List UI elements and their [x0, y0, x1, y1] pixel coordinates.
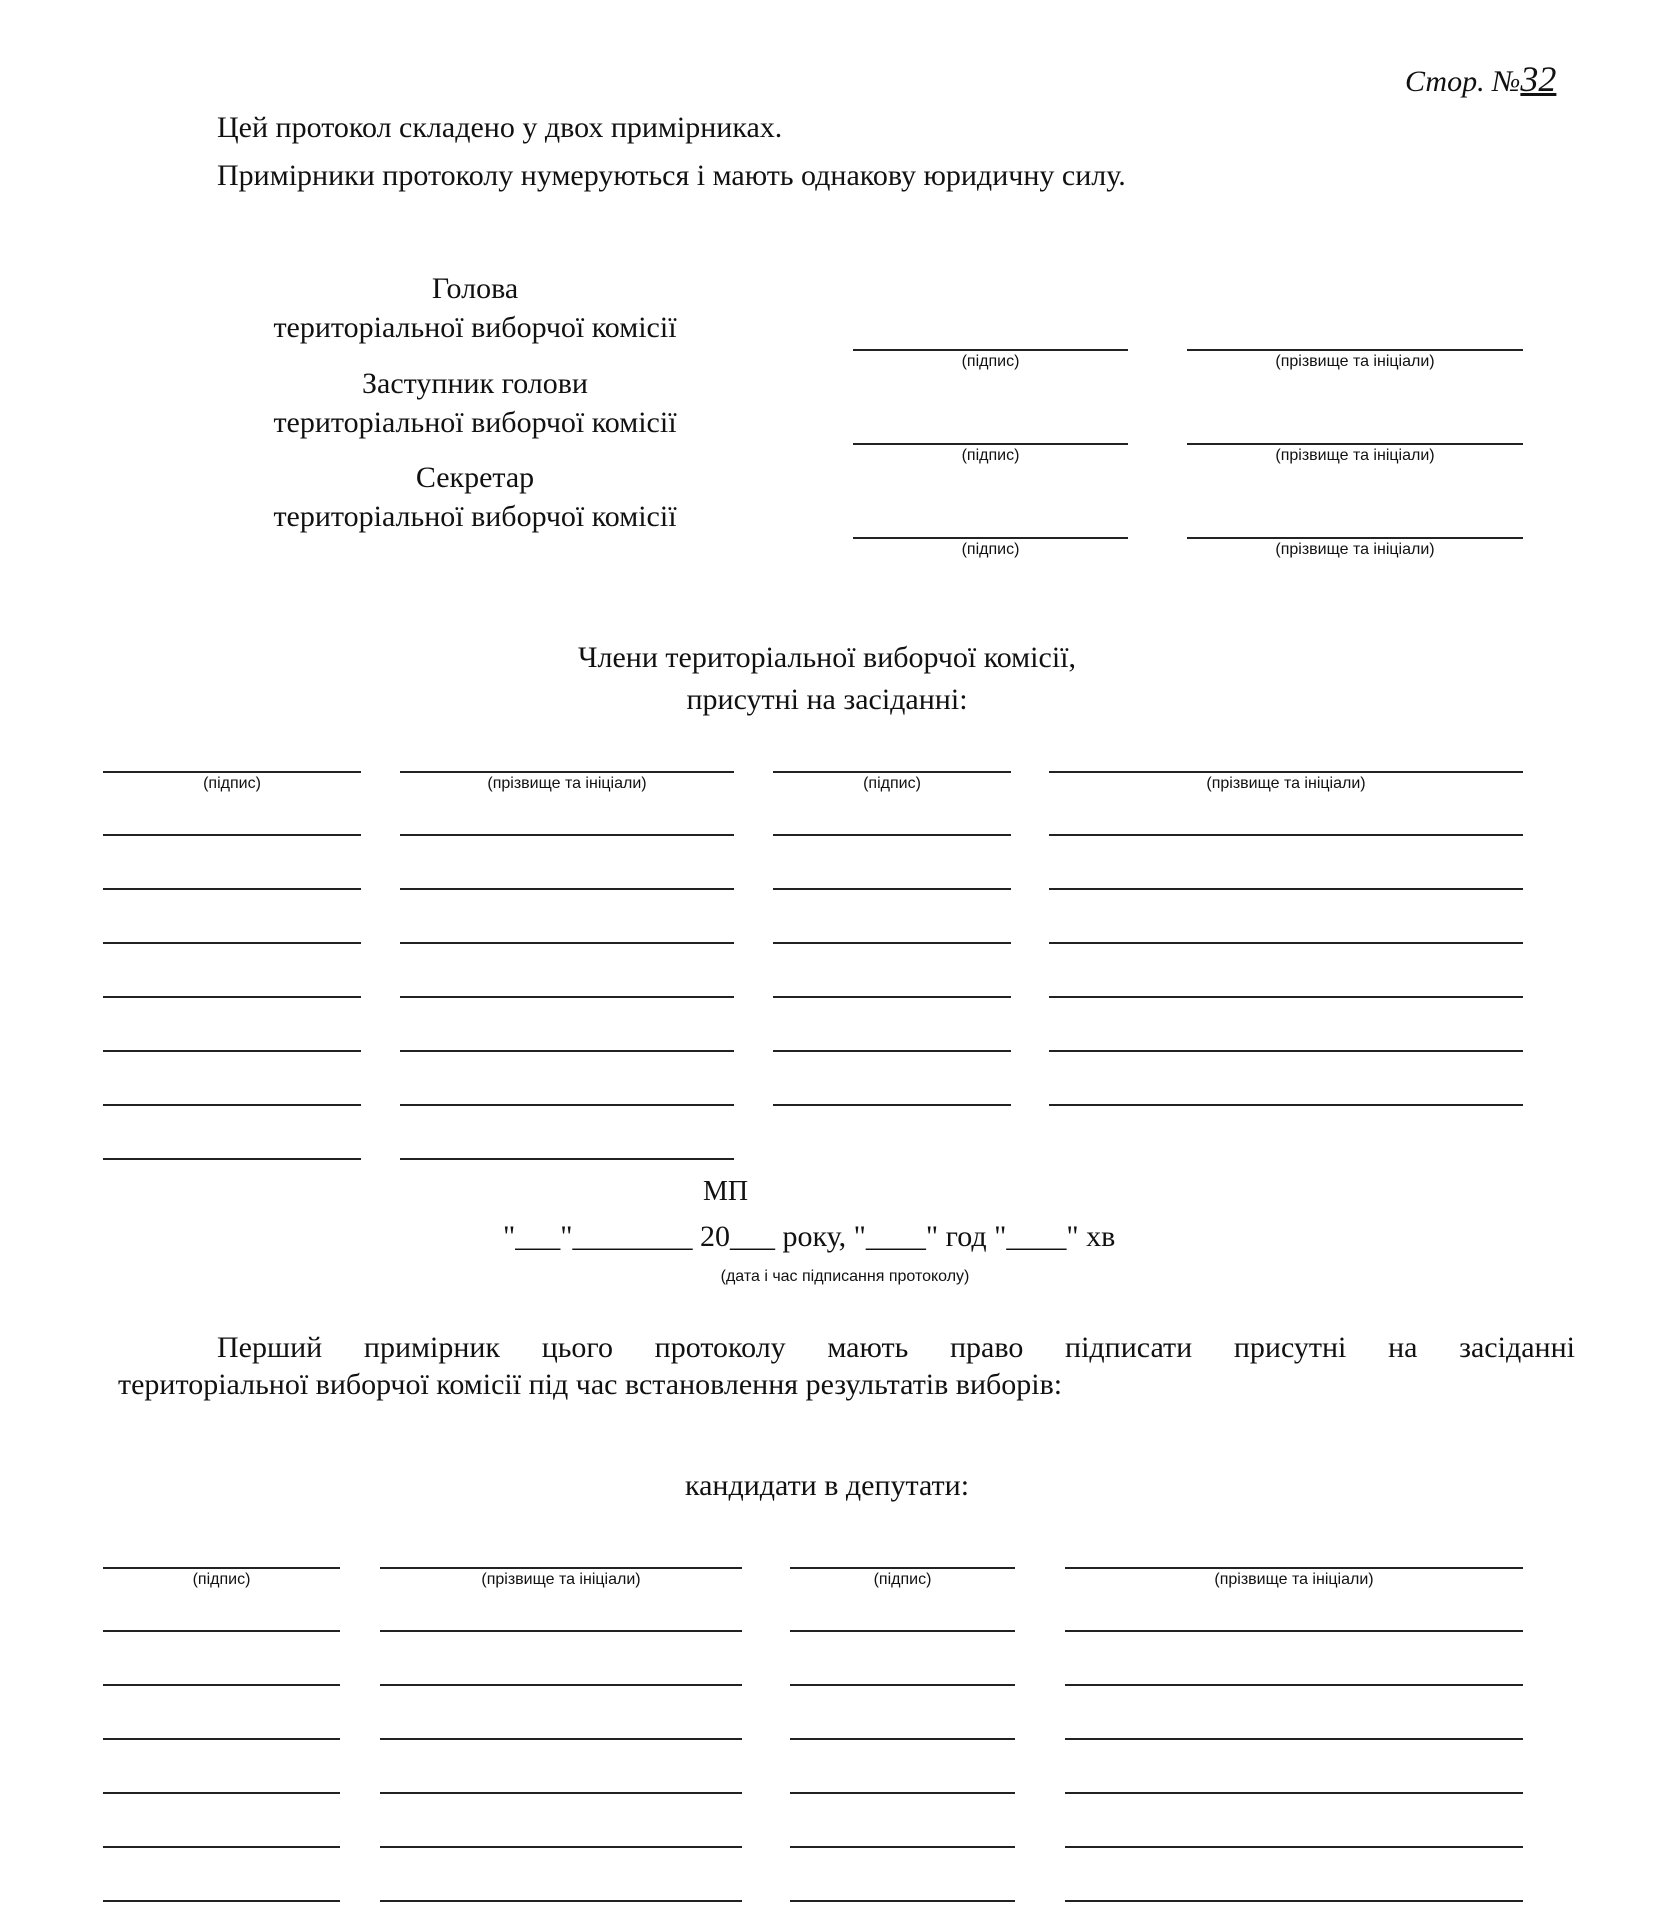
- page-number: [1405, 58, 1556, 100]
- members-line-r3-c1[interactable]: [103, 888, 361, 890]
- datetime-caption: (дата і час підписання протоколу): [720, 1268, 970, 1285]
- secretary-name-caption: (прізвище та ініціали): [1275, 541, 1435, 558]
- secretary-title: Секретар: [415, 461, 535, 494]
- members-line-r7-c1[interactable]: [103, 1104, 361, 1106]
- candidates-line-r6-c2[interactable]: [380, 1846, 742, 1848]
- candidates-line-r6-c4[interactable]: [1065, 1846, 1523, 1848]
- members-line-r5-c4[interactable]: [1049, 996, 1523, 998]
- members-line-r7-c2[interactable]: [400, 1104, 734, 1106]
- members-line-r5-c1[interactable]: [103, 996, 361, 998]
- members-line-r6-c1[interactable]: [103, 1050, 361, 1052]
- first-copy-line-2: територіальної виборчої комісії під час встановлення результатів виборів:: [118, 1368, 1063, 1401]
- members-line-r4-c4[interactable]: [1049, 942, 1523, 944]
- members-line-r4-c2[interactable]: [400, 942, 734, 944]
- members-line-r2-c1[interactable]: [103, 834, 361, 836]
- candidates-line-r1-c1[interactable]: [103, 1567, 340, 1569]
- candidates-line-r7-c3[interactable]: [790, 1900, 1015, 1902]
- candidates-line-r7-c1[interactable]: [103, 1900, 340, 1902]
- secretary-name-line[interactable]: [1187, 537, 1523, 539]
- secretary-signature-line[interactable]: [853, 537, 1128, 539]
- chair-signature-caption: (підпис): [961, 353, 1020, 370]
- candidates-line-r5-c2[interactable]: [380, 1792, 742, 1794]
- members-line-r6-c2[interactable]: [400, 1050, 734, 1052]
- candidates-name-caption-1: (прізвище та ініціали): [481, 1571, 641, 1588]
- members-line-r3-c3[interactable]: [773, 888, 1011, 890]
- members-signature-caption-1: (підпис): [203, 775, 261, 792]
- members-line-r5-c3[interactable]: [773, 996, 1011, 998]
- candidates-line-r7-c4[interactable]: [1065, 1900, 1523, 1902]
- candidates-line-r4-c4[interactable]: [1065, 1738, 1523, 1740]
- candidates-line-r5-c4[interactable]: [1065, 1792, 1523, 1794]
- chair-subtitle: територіальної виборчої комісії: [273, 311, 677, 344]
- candidates-line-r2-c1[interactable]: [103, 1630, 340, 1632]
- intro-line-1: Цей протокол складено у двох примірниках.: [217, 111, 783, 144]
- candidates-line-r4-c2[interactable]: [380, 1738, 742, 1740]
- members-name-caption-2: (прізвище та ініціали): [1206, 775, 1366, 792]
- candidates-line-r3-c4[interactable]: [1065, 1684, 1523, 1686]
- candidates-line-r6-c1[interactable]: [103, 1846, 340, 1848]
- candidates-signature-caption-1: (підпис): [192, 1571, 251, 1588]
- members-line-r2-c3[interactable]: [773, 834, 1011, 836]
- members-line-r6-c3[interactable]: [773, 1050, 1011, 1052]
- members-name-caption-1: (прізвище та ініціали): [487, 775, 647, 792]
- members-line-r4-c3[interactable]: [773, 942, 1011, 944]
- members-line-r7-c4[interactable]: [1049, 1104, 1523, 1106]
- candidates-line-r2-c2[interactable]: [380, 1630, 742, 1632]
- members-line-r4-c1[interactable]: [103, 942, 361, 944]
- candidates-name-caption-2: (прізвище та ініціали): [1214, 1571, 1374, 1588]
- members-line-r6-c4[interactable]: [1049, 1050, 1523, 1052]
- candidates-line-r3-c1[interactable]: [103, 1684, 340, 1686]
- candidates-heading: кандидати в депутати:: [684, 1469, 970, 1502]
- page-number-value: 32: [1520, 59, 1557, 99]
- stamp-label: МП: [703, 1176, 749, 1207]
- members-line-r8-c1[interactable]: [103, 1158, 361, 1160]
- candidates-signature-caption-2: (підпис): [873, 1571, 932, 1588]
- secretary-signature-caption: (підпис): [961, 541, 1020, 558]
- chair-signature-line[interactable]: [853, 349, 1128, 351]
- members-line-r1-c3[interactable]: [773, 771, 1011, 773]
- members-line-r1-c4[interactable]: [1049, 771, 1523, 773]
- candidates-line-r1-c4[interactable]: [1065, 1567, 1523, 1569]
- members-heading-line-1: Члени територіальної виборчої комісії,: [578, 641, 1076, 674]
- candidates-line-r4-c1[interactable]: [103, 1738, 340, 1740]
- candidates-line-r5-c1[interactable]: [103, 1792, 340, 1794]
- candidates-line-r3-c2[interactable]: [380, 1684, 742, 1686]
- candidates-line-r1-c3[interactable]: [790, 1567, 1015, 1569]
- first-copy-line-1: Перший примірник цього протоколу мають право підписати присутні на засіданні: [217, 1331, 1575, 1364]
- datetime-line[interactable]: "___"________ 20___ року, "____" год "____" хв: [503, 1220, 1116, 1253]
- candidates-line-r2-c3[interactable]: [790, 1630, 1015, 1632]
- members-line-r1-c2[interactable]: [400, 771, 734, 773]
- deputy-name-line[interactable]: [1187, 443, 1523, 445]
- candidates-line-r5-c3[interactable]: [790, 1792, 1015, 1794]
- candidates-line-r4-c3[interactable]: [790, 1738, 1015, 1740]
- members-line-r1-c1[interactable]: [103, 771, 361, 773]
- members-line-r2-c4[interactable]: [1049, 834, 1523, 836]
- deputy-name-caption: (прізвище та ініціали): [1275, 447, 1435, 464]
- members-signature-caption-2: (підпис): [863, 775, 921, 792]
- deputy-signature-caption: (підпис): [961, 447, 1020, 464]
- members-line-r7-c3[interactable]: [773, 1104, 1011, 1106]
- page-number-prefix: Стор. №: [1405, 65, 1521, 98]
- members-line-r3-c4[interactable]: [1049, 888, 1523, 890]
- members-line-r8-c2[interactable]: [400, 1158, 734, 1160]
- members-line-r3-c2[interactable]: [400, 888, 734, 890]
- deputy-chair-title: Заступник голови: [362, 367, 588, 400]
- members-line-r5-c2[interactable]: [400, 996, 734, 998]
- candidates-line-r6-c3[interactable]: [790, 1846, 1015, 1848]
- secretary-subtitle: територіальної виборчої комісії: [273, 500, 677, 533]
- deputy-signature-line[interactable]: [853, 443, 1128, 445]
- chair-title: Голова: [431, 272, 519, 305]
- candidates-line-r7-c2[interactable]: [380, 1900, 742, 1902]
- candidates-line-r2-c4[interactable]: [1065, 1630, 1523, 1632]
- members-line-r2-c2[interactable]: [400, 834, 734, 836]
- members-heading-line-2: присутні на засіданні:: [686, 683, 968, 716]
- candidates-line-r1-c2[interactable]: [380, 1567, 742, 1569]
- chair-name-line[interactable]: [1187, 349, 1523, 351]
- intro-line-2: Примірники протоколу нумеруються і мають однакову юридичну силу.: [217, 159, 1126, 192]
- deputy-chair-subtitle: територіальної виборчої комісії: [273, 406, 677, 439]
- candidates-line-r3-c3[interactable]: [790, 1684, 1015, 1686]
- chair-name-caption: (прізвище та ініціали): [1275, 353, 1435, 370]
